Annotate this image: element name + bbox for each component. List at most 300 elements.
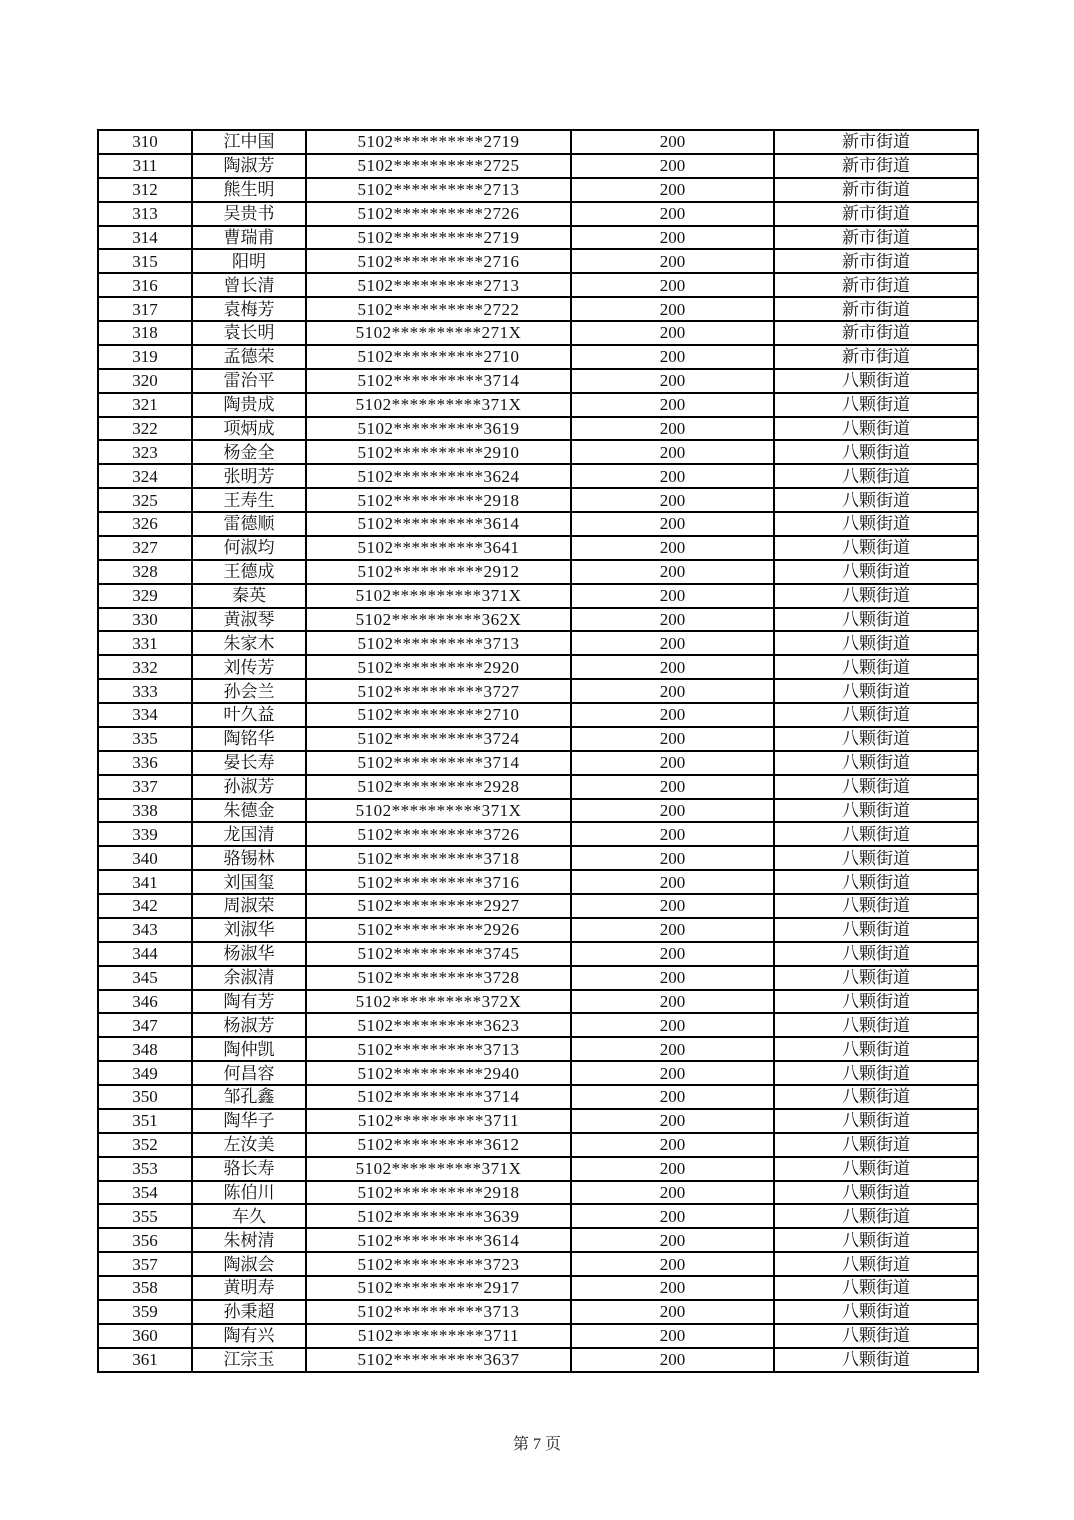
cell-masked-id-number: 5102**********362X [306, 608, 571, 632]
cell-street-name: 八颗街道 [774, 440, 978, 464]
cell-amount: 200 [571, 178, 774, 202]
cell-row-number: 328 [98, 560, 192, 584]
table-row [98, 1300, 978, 1324]
cell-street-name: 八颗街道 [774, 512, 978, 536]
cell-person-name: 陈伯川 [192, 1181, 306, 1205]
cell-street-name: 八颗街道 [774, 584, 978, 608]
table-row [98, 1085, 978, 1109]
cell-row-number: 339 [98, 822, 192, 846]
cell-person-name: 项炳成 [192, 417, 306, 441]
cell-amount: 200 [571, 703, 774, 727]
cell-masked-id-number: 5102**********3713 [306, 1300, 571, 1324]
cell-masked-id-number: 5102**********3637 [306, 1348, 571, 1372]
cell-amount: 200 [571, 345, 774, 369]
page-footer [0, 1431, 1074, 1454]
cell-street-name: 八颗街道 [774, 990, 978, 1014]
table-row [98, 799, 978, 823]
table-row [98, 226, 978, 250]
cell-amount: 200 [571, 1300, 774, 1324]
cell-person-name: 陶华子 [192, 1109, 306, 1133]
cell-masked-id-number: 5102**********2940 [306, 1061, 571, 1085]
cell-row-number: 360 [98, 1324, 192, 1348]
cell-masked-id-number: 5102**********2710 [306, 703, 571, 727]
cell-amount: 200 [571, 751, 774, 775]
cell-row-number: 325 [98, 488, 192, 512]
cell-street-name: 八颗街道 [774, 1204, 978, 1228]
cell-row-number: 335 [98, 727, 192, 751]
cell-masked-id-number: 5102**********3639 [306, 1204, 571, 1228]
cell-street-name: 八颗街道 [774, 1037, 978, 1061]
cell-person-name: 朱家木 [192, 631, 306, 655]
table-row [98, 942, 978, 966]
table-row [98, 369, 978, 393]
cell-masked-id-number: 5102**********3718 [306, 846, 571, 870]
cell-row-number: 340 [98, 846, 192, 870]
cell-row-number: 315 [98, 249, 192, 273]
cell-person-name: 孟德荣 [192, 345, 306, 369]
cell-amount: 200 [571, 1013, 774, 1037]
cell-person-name: 叶久益 [192, 703, 306, 727]
table-row [98, 966, 978, 990]
cell-person-name: 孙淑芳 [192, 775, 306, 799]
cell-street-name: 八颗街道 [774, 1324, 978, 1348]
cell-masked-id-number: 5102**********3723 [306, 1252, 571, 1276]
cell-amount: 200 [571, 1037, 774, 1061]
cell-masked-id-number: 5102**********2722 [306, 297, 571, 321]
cell-street-name: 八颗街道 [774, 464, 978, 488]
cell-amount: 200 [571, 321, 774, 345]
cell-street-name: 八颗街道 [774, 1133, 978, 1157]
cell-street-name: 八颗街道 [774, 488, 978, 512]
cell-row-number: 316 [98, 273, 192, 297]
cell-masked-id-number: 5102**********2719 [306, 226, 571, 250]
table-row [98, 249, 978, 273]
cell-street-name: 八颗街道 [774, 393, 978, 417]
cell-person-name: 曹瑞甫 [192, 226, 306, 250]
cell-row-number: 329 [98, 584, 192, 608]
cell-row-number: 348 [98, 1037, 192, 1061]
cell-masked-id-number: 5102**********3714 [306, 751, 571, 775]
cell-street-name: 新市街道 [774, 297, 978, 321]
cell-amount: 200 [571, 1204, 774, 1228]
cell-amount: 200 [571, 1348, 774, 1372]
cell-row-number: 349 [98, 1061, 192, 1085]
table-row [98, 679, 978, 703]
cell-row-number: 347 [98, 1013, 192, 1037]
table-row [98, 918, 978, 942]
cell-person-name: 杨金全 [192, 440, 306, 464]
cell-row-number: 356 [98, 1228, 192, 1252]
cell-row-number: 341 [98, 870, 192, 894]
cell-row-number: 346 [98, 990, 192, 1014]
table-row [98, 655, 978, 679]
cell-row-number: 312 [98, 178, 192, 202]
cell-masked-id-number: 5102**********2927 [306, 894, 571, 918]
cell-person-name: 朱树清 [192, 1228, 306, 1252]
cell-person-name: 陶贵成 [192, 393, 306, 417]
cell-masked-id-number: 5102**********2928 [306, 775, 571, 799]
cell-street-name: 八颗街道 [774, 918, 978, 942]
cell-person-name: 晏长寿 [192, 751, 306, 775]
cell-person-name: 陶铭华 [192, 727, 306, 751]
cell-masked-id-number: 5102**********371X [306, 1157, 571, 1181]
cell-masked-id-number: 5102**********2710 [306, 345, 571, 369]
cell-row-number: 319 [98, 345, 192, 369]
cell-row-number: 332 [98, 655, 192, 679]
cell-person-name: 刘传芳 [192, 655, 306, 679]
cell-person-name: 黄明寿 [192, 1276, 306, 1300]
cell-amount: 200 [571, 918, 774, 942]
cell-amount: 200 [571, 942, 774, 966]
cell-amount: 200 [571, 822, 774, 846]
page-number: 第 7 页 [512, 1436, 561, 1453]
cell-masked-id-number: 5102**********2713 [306, 273, 571, 297]
cell-amount: 200 [571, 894, 774, 918]
cell-row-number: 311 [98, 154, 192, 178]
cell-row-number: 320 [98, 369, 192, 393]
cell-masked-id-number: 5102**********2920 [306, 655, 571, 679]
table-row [98, 846, 978, 870]
cell-row-number: 338 [98, 799, 192, 823]
table-row [98, 990, 978, 1014]
cell-person-name: 熊生明 [192, 178, 306, 202]
cell-masked-id-number: 5102**********371X [306, 799, 571, 823]
cell-amount: 200 [571, 440, 774, 464]
cell-row-number: 359 [98, 1300, 192, 1324]
cell-amount: 200 [571, 226, 774, 250]
cell-row-number: 317 [98, 297, 192, 321]
table-row [98, 464, 978, 488]
cell-amount: 200 [571, 631, 774, 655]
table-row [98, 1037, 978, 1061]
cell-amount: 200 [571, 512, 774, 536]
table-row [98, 1061, 978, 1085]
cell-street-name: 八颗街道 [774, 1085, 978, 1109]
cell-masked-id-number: 5102**********3614 [306, 1228, 571, 1252]
cell-person-name: 余淑清 [192, 966, 306, 990]
cell-masked-id-number: 5102**********372X [306, 990, 571, 1014]
cell-street-name: 八颗街道 [774, 1157, 978, 1181]
cell-street-name: 八颗街道 [774, 870, 978, 894]
cell-masked-id-number: 5102**********3713 [306, 631, 571, 655]
table-row [98, 1109, 978, 1133]
cell-person-name: 周淑荣 [192, 894, 306, 918]
cell-street-name: 八颗街道 [774, 417, 978, 441]
cell-amount: 200 [571, 1157, 774, 1181]
cell-amount: 200 [571, 608, 774, 632]
cell-person-name: 孙秉超 [192, 1300, 306, 1324]
cell-street-name: 八颗街道 [774, 1276, 978, 1300]
cell-street-name: 八颗街道 [774, 560, 978, 584]
cell-person-name: 曾长清 [192, 273, 306, 297]
table-row [98, 1276, 978, 1300]
cell-row-number: 310 [98, 130, 192, 154]
cell-row-number: 344 [98, 942, 192, 966]
cell-masked-id-number: 5102**********2726 [306, 202, 571, 226]
cell-person-name: 江中国 [192, 130, 306, 154]
table-row [98, 1157, 978, 1181]
cell-row-number: 313 [98, 202, 192, 226]
cell-person-name: 刘国玺 [192, 870, 306, 894]
cell-row-number: 318 [98, 321, 192, 345]
table-row [98, 751, 978, 775]
cell-person-name: 陶仲凯 [192, 1037, 306, 1061]
table-row [98, 870, 978, 894]
cell-street-name: 新市街道 [774, 321, 978, 345]
cell-street-name: 八颗街道 [774, 1300, 978, 1324]
cell-person-name: 王德成 [192, 560, 306, 584]
cell-person-name: 王寿生 [192, 488, 306, 512]
cell-amount: 200 [571, 1276, 774, 1300]
cell-person-name: 陶淑芳 [192, 154, 306, 178]
cell-row-number: 327 [98, 536, 192, 560]
cell-person-name: 朱德金 [192, 799, 306, 823]
cell-masked-id-number: 5102**********2713 [306, 178, 571, 202]
cell-amount: 200 [571, 679, 774, 703]
cell-street-name: 八颗街道 [774, 822, 978, 846]
cell-person-name: 袁长明 [192, 321, 306, 345]
cell-person-name: 阳明 [192, 249, 306, 273]
cell-row-number: 355 [98, 1204, 192, 1228]
cell-masked-id-number: 5102**********3614 [306, 512, 571, 536]
cell-person-name: 左汝美 [192, 1133, 306, 1157]
cell-street-name: 八颗街道 [774, 608, 978, 632]
table-row [98, 1324, 978, 1348]
cell-street-name: 八颗街道 [774, 703, 978, 727]
cell-street-name: 八颗街道 [774, 655, 978, 679]
cell-person-name: 江宗玉 [192, 1348, 306, 1372]
cell-person-name: 邹孔鑫 [192, 1085, 306, 1109]
cell-amount: 200 [571, 560, 774, 584]
cell-street-name: 八颗街道 [774, 1061, 978, 1085]
cell-amount: 200 [571, 1181, 774, 1205]
cell-row-number: 343 [98, 918, 192, 942]
cell-person-name: 何昌容 [192, 1061, 306, 1085]
table-row [98, 631, 978, 655]
cell-street-name: 八颗街道 [774, 1348, 978, 1372]
cell-row-number: 334 [98, 703, 192, 727]
cell-row-number: 314 [98, 226, 192, 250]
cell-masked-id-number: 5102**********3714 [306, 369, 571, 393]
cell-street-name: 八颗街道 [774, 942, 978, 966]
cell-street-name: 八颗街道 [774, 799, 978, 823]
cell-masked-id-number: 5102**********3713 [306, 1037, 571, 1061]
cell-masked-id-number: 5102**********2910 [306, 440, 571, 464]
cell-person-name: 车久 [192, 1204, 306, 1228]
cell-person-name: 雷德顺 [192, 512, 306, 536]
cell-person-name: 张明芳 [192, 464, 306, 488]
cell-masked-id-number: 5102**********3728 [306, 966, 571, 990]
cell-amount: 200 [571, 536, 774, 560]
cell-amount: 200 [571, 870, 774, 894]
table-row [98, 297, 978, 321]
cell-person-name: 杨淑华 [192, 942, 306, 966]
table-row [98, 1228, 978, 1252]
cell-row-number: 358 [98, 1276, 192, 1300]
cell-person-name: 何淑均 [192, 536, 306, 560]
cell-masked-id-number: 5102**********3623 [306, 1013, 571, 1037]
cell-masked-id-number: 5102**********2912 [306, 560, 571, 584]
cell-row-number: 321 [98, 393, 192, 417]
cell-row-number: 353 [98, 1157, 192, 1181]
cell-masked-id-number: 5102**********2926 [306, 918, 571, 942]
cell-street-name: 八颗街道 [774, 1181, 978, 1205]
cell-street-name: 八颗街道 [774, 966, 978, 990]
table-row [98, 1252, 978, 1276]
cell-masked-id-number: 5102**********371X [306, 393, 571, 417]
cell-amount: 200 [571, 1228, 774, 1252]
cell-person-name: 孙会兰 [192, 679, 306, 703]
cell-masked-id-number: 5102**********3619 [306, 417, 571, 441]
cell-street-name: 八颗街道 [774, 846, 978, 870]
table-row [98, 321, 978, 345]
cell-street-name: 八颗街道 [774, 775, 978, 799]
table-row [98, 345, 978, 369]
cell-amount: 200 [571, 154, 774, 178]
cell-row-number: 323 [98, 440, 192, 464]
cell-row-number: 337 [98, 775, 192, 799]
table-row [98, 512, 978, 536]
cell-street-name: 八颗街道 [774, 1013, 978, 1037]
cell-street-name: 新市街道 [774, 273, 978, 297]
cell-person-name: 袁梅芳 [192, 297, 306, 321]
cell-amount: 200 [571, 655, 774, 679]
cell-street-name: 新市街道 [774, 226, 978, 250]
cell-amount: 200 [571, 249, 774, 273]
cell-masked-id-number: 5102**********2917 [306, 1276, 571, 1300]
cell-masked-id-number: 5102**********371X [306, 584, 571, 608]
cell-street-name: 八颗街道 [774, 1228, 978, 1252]
cell-row-number: 350 [98, 1085, 192, 1109]
cell-street-name: 新市街道 [774, 202, 978, 226]
table-row [98, 130, 978, 154]
table-row [98, 393, 978, 417]
cell-person-name: 陶淑会 [192, 1252, 306, 1276]
cell-masked-id-number: 5102**********2716 [306, 249, 571, 273]
cell-row-number: 331 [98, 631, 192, 655]
cell-row-number: 357 [98, 1252, 192, 1276]
cell-masked-id-number: 5102**********3612 [306, 1133, 571, 1157]
cell-street-name: 八颗街道 [774, 894, 978, 918]
subsidy-roster-table [97, 129, 979, 1373]
table-row [98, 1348, 978, 1372]
cell-amount: 200 [571, 1085, 774, 1109]
cell-row-number: 322 [98, 417, 192, 441]
cell-row-number: 324 [98, 464, 192, 488]
cell-street-name: 八颗街道 [774, 369, 978, 393]
cell-amount: 200 [571, 417, 774, 441]
cell-street-name: 八颗街道 [774, 631, 978, 655]
cell-amount: 200 [571, 488, 774, 512]
cell-amount: 200 [571, 369, 774, 393]
table-row [98, 703, 978, 727]
table-row [98, 775, 978, 799]
table-row [98, 1013, 978, 1037]
table-row [98, 608, 978, 632]
cell-amount: 200 [571, 1061, 774, 1085]
cell-row-number: 333 [98, 679, 192, 703]
cell-masked-id-number: 5102**********3624 [306, 464, 571, 488]
table-row [98, 154, 978, 178]
cell-masked-id-number: 5102**********2725 [306, 154, 571, 178]
cell-amount: 200 [571, 1109, 774, 1133]
cell-row-number: 352 [98, 1133, 192, 1157]
cell-amount: 200 [571, 775, 774, 799]
cell-person-name: 杨淑芳 [192, 1013, 306, 1037]
cell-masked-id-number: 5102**********3745 [306, 942, 571, 966]
cell-person-name: 雷治平 [192, 369, 306, 393]
cell-street-name: 新市街道 [774, 345, 978, 369]
cell-amount: 200 [571, 130, 774, 154]
table-row [98, 727, 978, 751]
cell-masked-id-number: 5102**********2918 [306, 1181, 571, 1205]
table-row [98, 440, 978, 464]
cell-amount: 200 [571, 393, 774, 417]
cell-street-name: 新市街道 [774, 130, 978, 154]
cell-person-name: 刘淑华 [192, 918, 306, 942]
cell-row-number: 330 [98, 608, 192, 632]
cell-masked-id-number: 5102**********3727 [306, 679, 571, 703]
cell-row-number: 351 [98, 1109, 192, 1133]
cell-street-name: 八颗街道 [774, 679, 978, 703]
table-row [98, 202, 978, 226]
cell-masked-id-number: 5102**********3711 [306, 1109, 571, 1133]
cell-row-number: 354 [98, 1181, 192, 1205]
cell-masked-id-number: 5102**********3641 [306, 536, 571, 560]
cell-masked-id-number: 5102**********3716 [306, 870, 571, 894]
cell-street-name: 新市街道 [774, 178, 978, 202]
cell-row-number: 326 [98, 512, 192, 536]
cell-amount: 200 [571, 799, 774, 823]
cell-masked-id-number: 5102**********3724 [306, 727, 571, 751]
cell-masked-id-number: 5102**********3711 [306, 1324, 571, 1348]
table-row [98, 273, 978, 297]
table-row [98, 536, 978, 560]
cell-amount: 200 [571, 464, 774, 488]
table-row [98, 584, 978, 608]
cell-masked-id-number: 5102**********271X [306, 321, 571, 345]
cell-street-name: 八颗街道 [774, 1109, 978, 1133]
table-row [98, 1181, 978, 1205]
table-body [98, 130, 978, 1372]
table-row [98, 560, 978, 584]
cell-person-name: 秦英 [192, 584, 306, 608]
cell-street-name: 八颗街道 [774, 1252, 978, 1276]
cell-person-name: 龙国清 [192, 822, 306, 846]
cell-masked-id-number: 5102**********2918 [306, 488, 571, 512]
cell-amount: 200 [571, 584, 774, 608]
cell-amount: 200 [571, 273, 774, 297]
cell-amount: 200 [571, 1133, 774, 1157]
cell-amount: 200 [571, 1324, 774, 1348]
cell-person-name: 黄淑琴 [192, 608, 306, 632]
cell-row-number: 336 [98, 751, 192, 775]
cell-street-name: 新市街道 [774, 154, 978, 178]
cell-amount: 200 [571, 727, 774, 751]
table-row [98, 894, 978, 918]
cell-street-name: 八颗街道 [774, 536, 978, 560]
cell-amount: 200 [571, 990, 774, 1014]
cell-row-number: 342 [98, 894, 192, 918]
table-row [98, 1204, 978, 1228]
table-row [98, 822, 978, 846]
cell-amount: 200 [571, 966, 774, 990]
cell-masked-id-number: 5102**********3714 [306, 1085, 571, 1109]
cell-person-name: 陶有芳 [192, 990, 306, 1014]
cell-amount: 200 [571, 1252, 774, 1276]
cell-masked-id-number: 5102**********2719 [306, 130, 571, 154]
cell-street-name: 新市街道 [774, 249, 978, 273]
